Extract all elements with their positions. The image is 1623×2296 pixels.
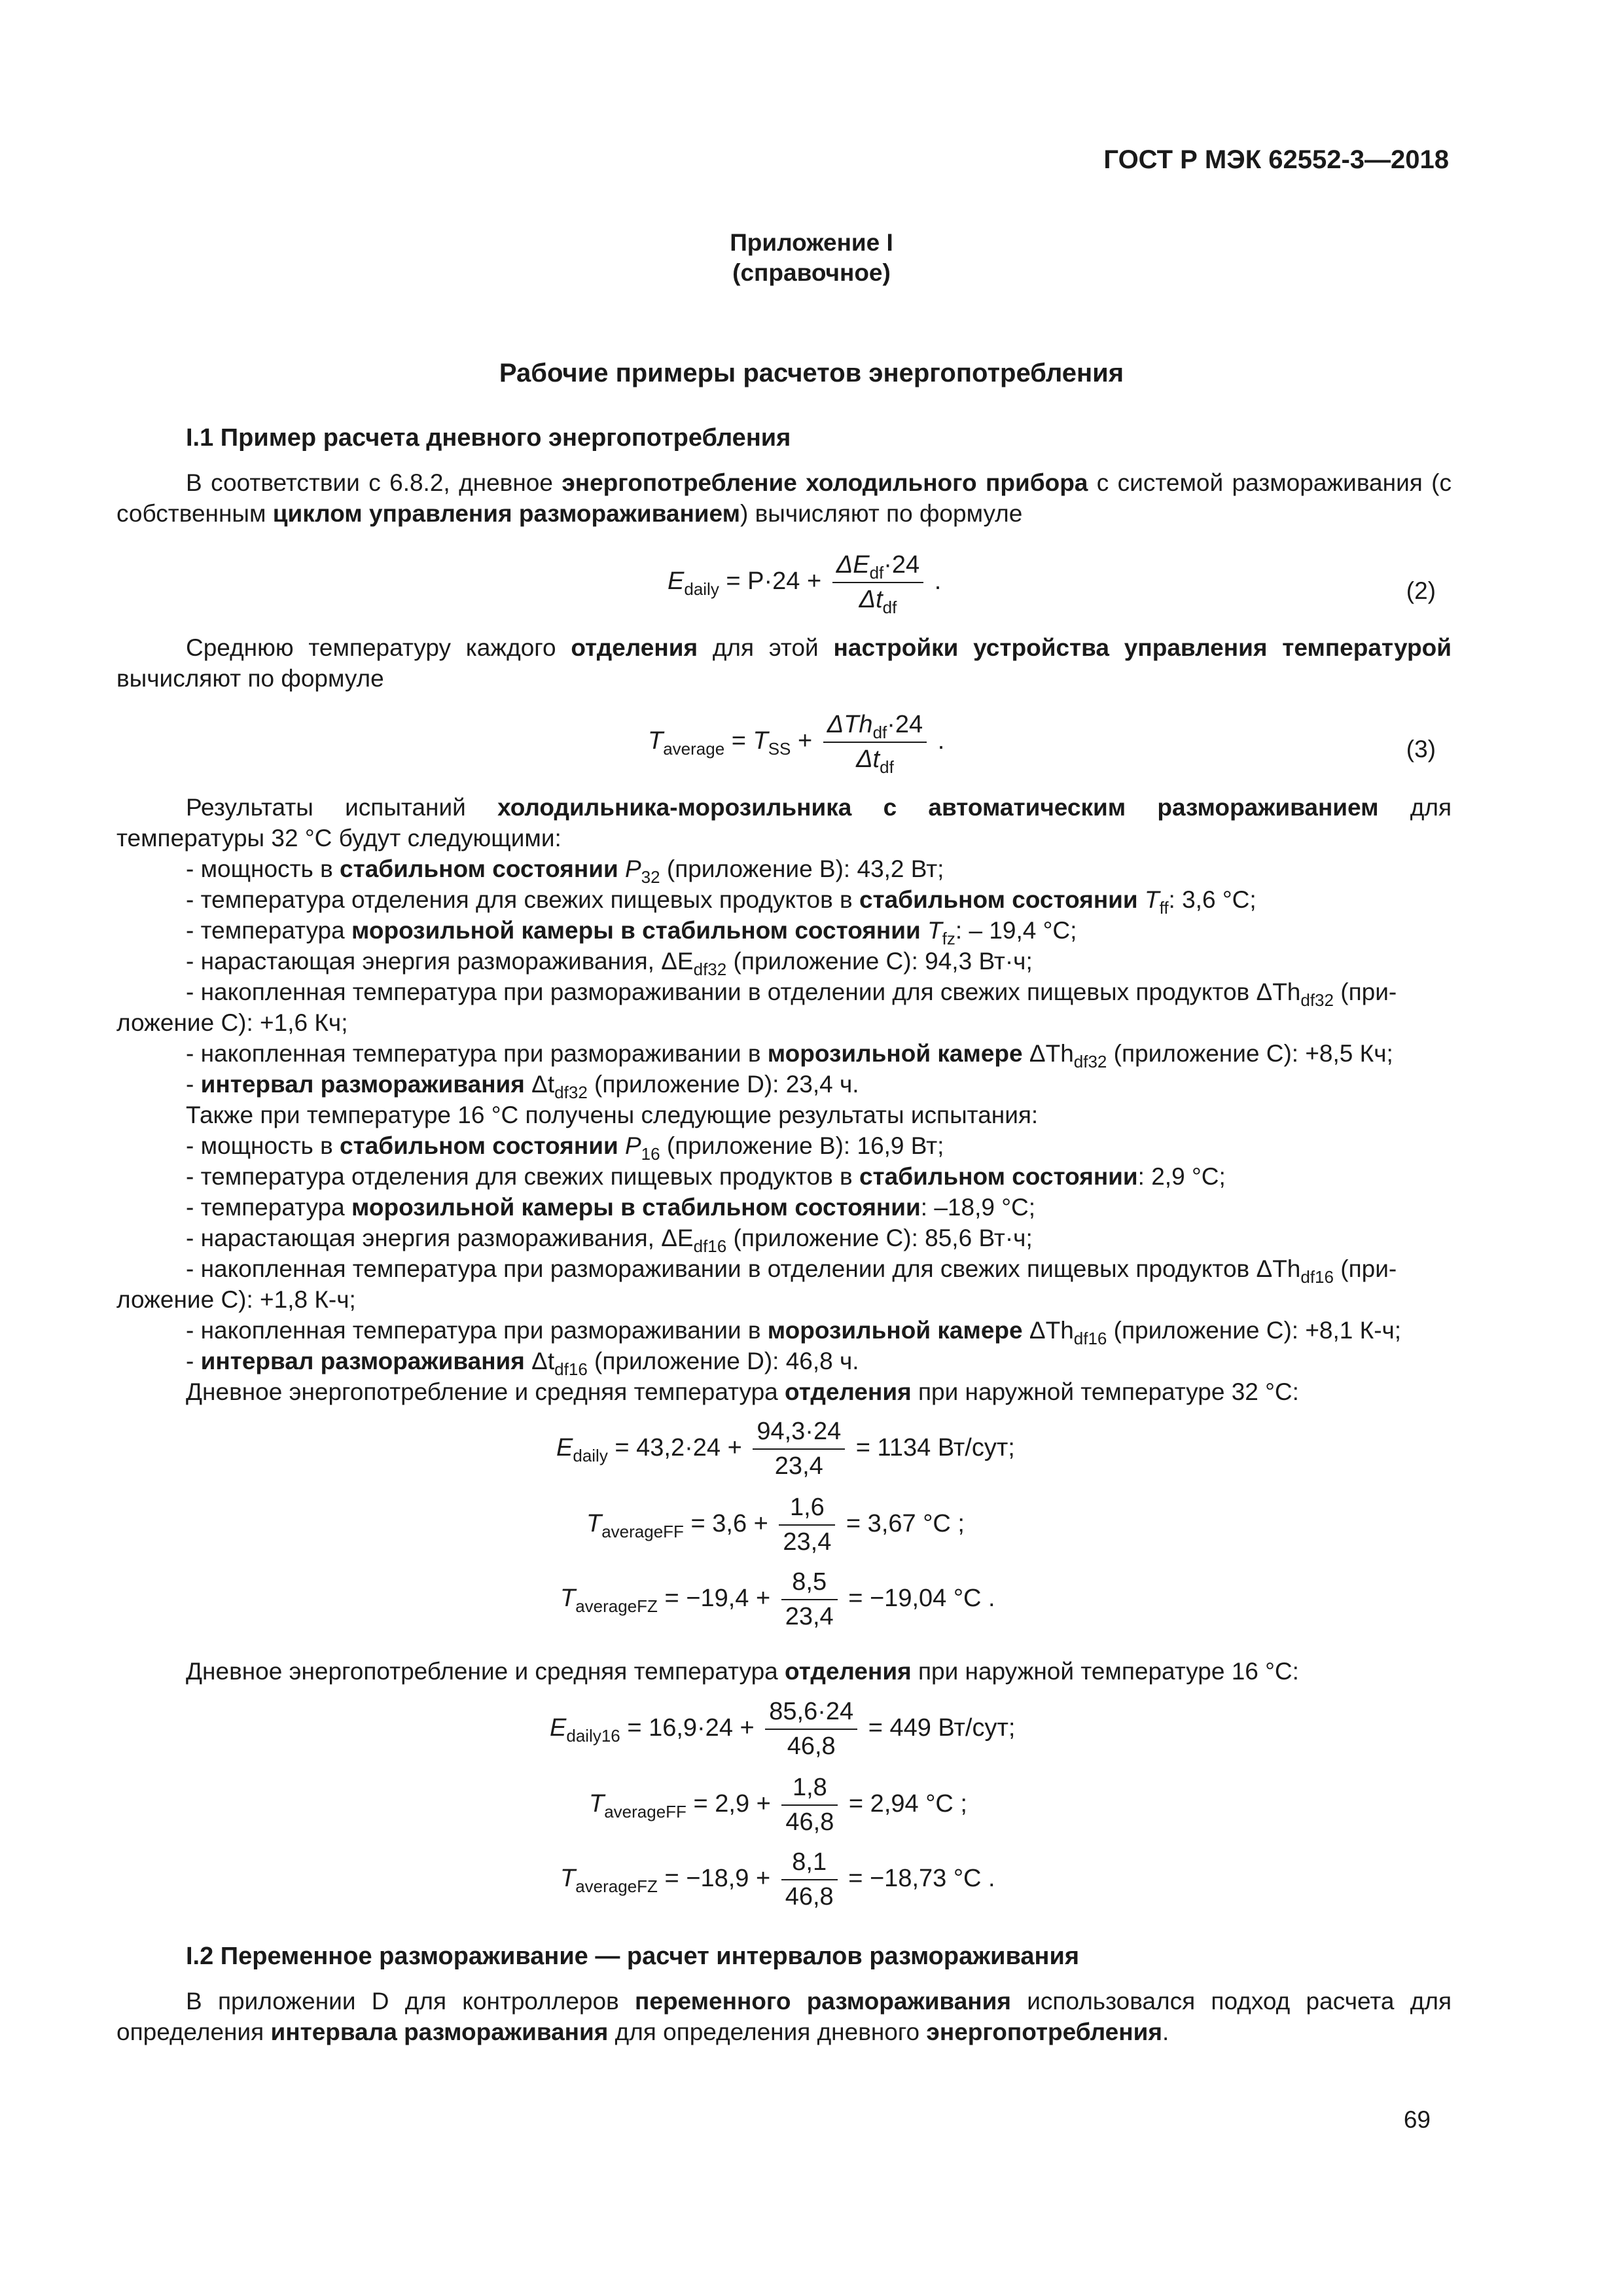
list-item: - нарастающая энергия размораживания, $\Delta E_{df32}$ (приложение С): 94,3 Вт·ч; — [186, 948, 1033, 979]
section-heading-i1: I.1 Пример расчета дневного энергопотребления — [186, 424, 791, 452]
equation-avg-ff-32: $T_{averageFF} = 3,6$ + $\frac{1,6}{23,4}$ = 3,67 °С ; — [586, 1494, 965, 1556]
annex-type: (справочное) — [732, 259, 891, 286]
equation-2: $E_{daily} = P\cdot 24$ + $\frac{\Delta E_{df}\cdot 24}{\Delta t_{df}}$ . — [668, 551, 942, 617]
list-item: - накопленная температура при размораживании в морозильной камере ΔTh$_{df32}$ (приложение С): +8,5 Кч; — [186, 1040, 1393, 1071]
list-item: - накопленная температура при размораживании в отделении для свежих пищевых продуктов ΔTh$_{df32}$ (при- — [186, 978, 1397, 1010]
list-item: - температура отделения для свежих пищевых продуктов в стабильном состоянии $T_{ff}$: 3,6 °С; — [186, 886, 1257, 918]
paragraph-daily-energy-intro: В соответствии с 6.8.2, дневное энергопотребление холодильного прибора с системой размораживания (с собственным циклом управления размораживанием) вычисляют по формуле — [116, 469, 1452, 527]
equation-daily-32: $E_{daily} = 43,2\cdot 24$ + $\frac{94,3\cdot 24}{23,4}$ = 1134 Вт/сут; — [556, 1418, 1015, 1480]
list-item: - интервал размораживания $\Delta t_{df16}$ (приложение D): 46,8 ч. — [186, 1348, 859, 1379]
list-item: - нарастающая энергия размораживания, $\Delta E_{df16}$ (приложение С): 85,6 Вт·ч; — [186, 1225, 1033, 1256]
list-item: - накопленная температура при размораживании в морозильной камере ΔTh$_{df16}$ (приложение С): +8,1 К-ч; — [186, 1317, 1402, 1348]
section-heading-i2: I.2 Переменное размораживание — расчет интервалов размораживания — [186, 1943, 1080, 1970]
paragraph-test-results-16: Также при температуре 16 °С получены следующие результаты испытания: — [186, 1102, 1039, 1128]
list-item: - температура отделения для свежих пищевых продуктов в стабильном состоянии: 2,9 °С; — [186, 1163, 1226, 1190]
equation-daily-16: $E_{daily16} = 16,9\cdot 24$ + $\frac{85,6\cdot 24}{46,8}$ = 449 Вт/сут; — [550, 1698, 1016, 1760]
equation-avg-ff-16: $T_{averageFF} = 2,9$ + $\frac{1,8}{46,8}$ = 2,94 °С ; — [589, 1774, 967, 1836]
equation-2-number: (2) — [1406, 577, 1436, 604]
list-item: - температура морозильной камеры в стабильном состоянии: –18,9 °С; — [186, 1194, 1036, 1221]
paragraph-variable-defrost: В приложении D для контроллеров переменного размораживания использовался подход расчета для определения интервала размораживания для определения дневного энергопотребления. — [116, 1988, 1452, 2045]
equation-avg-fz-16: $T_{averageFZ} = -18,9$ + $\frac{8,1}{46,8}$ = −18,73 °С . — [560, 1848, 995, 1910]
list-item: - мощность в стабильном состоянии $P_{16}$ (приложение В): 16,9 Вт; — [186, 1132, 944, 1164]
list-item: - температура морозильной камеры в стабильном состоянии $T_{fz}$: – 19,4 °С; — [186, 917, 1077, 948]
annex-title: Рабочие примеры расчетов энергопотребления — [499, 359, 1124, 387]
paragraph-average-temperature-intro: Среднюю температуру каждого отделения для этой настройки устройства управления температурой вычисляют по формуле — [116, 634, 1452, 692]
paragraph-calc-32: Дневное энергопотребление и средняя температура отделения при наружной температуре 32 °С: — [186, 1378, 1299, 1405]
standard-header: ГОСТ Р МЭК 62552-3—2018 — [1103, 145, 1449, 174]
annex-label — [0, 228, 1623, 288]
equation-avg-fz-32: $T_{averageFZ} = -19,4$ + $\frac{8,5}{23,4}$ = −19,04 °С . — [560, 1568, 995, 1630]
paragraph-test-results-32: Результаты испытаний холодильника-морозильника с автоматическим размораживанием для температуры 32 °С будут следующими: — [116, 794, 1452, 852]
list-item: - накопленная температура при размораживании в отделении для свежих пищевых продуктов ΔTh$_{df16}$ (при- — [186, 1255, 1397, 1287]
annex-number: Приложение I — [730, 229, 893, 256]
page-number: 69 — [1403, 2106, 1431, 2133]
equation-3-number: (3) — [1406, 736, 1436, 762]
list-item: - мощность в стабильном состоянии $P_{32}$ (приложение В): 43,2 Вт; — [186, 855, 944, 887]
list-item-continuation: ложение С): +1,8 К-ч; — [116, 1286, 356, 1313]
list-item: - интервал размораживания $\Delta t_{df32}$ (приложение D): 23,4 ч. — [186, 1071, 859, 1102]
equation-3: $T_{average} = T_{SS}$ + $\frac{\Delta Th_{df}\cdot 24}{\Delta t_{df}}$ . — [648, 711, 945, 777]
list-item-continuation: ложение С): +1,6 Кч; — [116, 1009, 348, 1036]
paragraph-calc-16: Дневное энергопотребление и средняя температура отделения при наружной температуре 16 °С: — [186, 1658, 1299, 1685]
